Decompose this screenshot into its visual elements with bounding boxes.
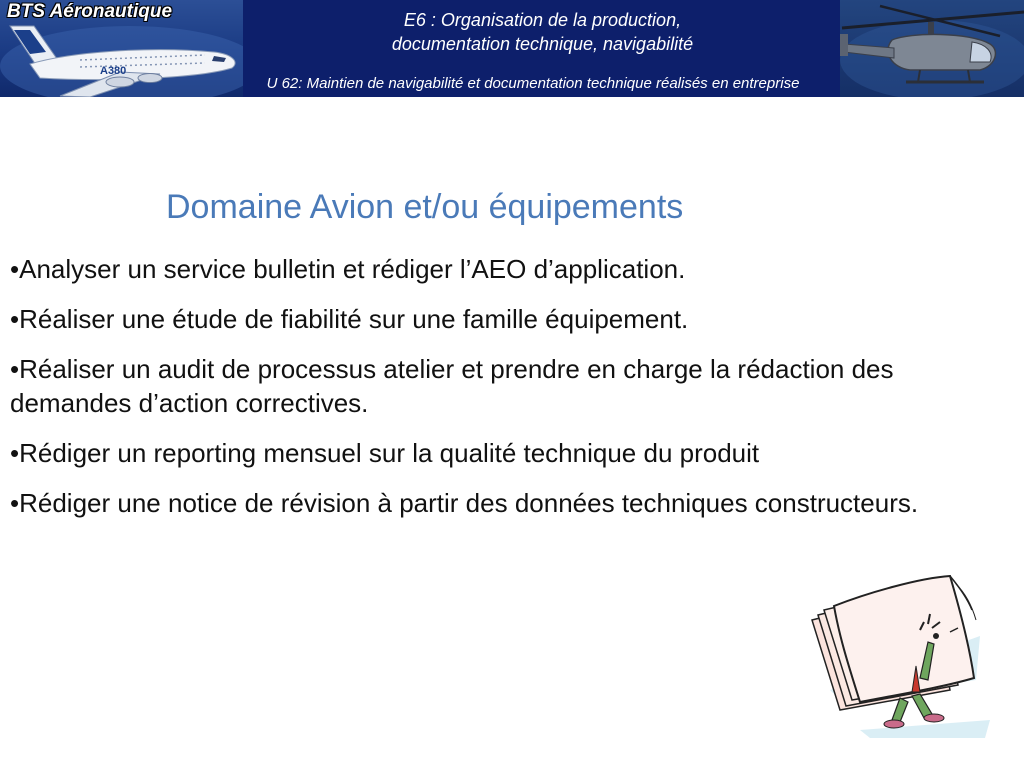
header-subtitle: U 62: Maintien de navigabilité et documentation technique réalisés en entreprise (266, 75, 800, 92)
bullet-item: •Rédiger un reporting mensuel sur la qualité technique du produit (10, 438, 760, 468)
helicopter-icon (840, 0, 1024, 97)
bullet-item: •Réaliser un audit de processus atelier et prendre en charge la rédaction des demandes d’action correctives. (10, 354, 894, 418)
bullet-item: •Analyser un service bulletin et rédiger l’AEO d’application. (10, 254, 686, 284)
bullet-item: •Réaliser une étude de fiabilité sur une famille équipement. (10, 304, 689, 334)
bullet-item: •Rédiger une notice de révision à partir des données techniques constructeurs. (10, 488, 919, 518)
documents-pile-illustration (800, 570, 1000, 740)
airplane-marking: A380 (100, 65, 127, 77)
section-title: Domaine Avion et/ou équipements (166, 188, 684, 226)
header-banner (0, 0, 1024, 97)
logo-text: BTS Aéronautique (7, 1, 173, 22)
helicopter-panel (840, 0, 1024, 97)
header-title-line1: E6 : Organisation de la production, (403, 10, 682, 30)
bullet-list (10, 252, 1010, 536)
header-title (250, 8, 835, 56)
header-title-line2: documentation technique, navigabilité (391, 34, 694, 54)
